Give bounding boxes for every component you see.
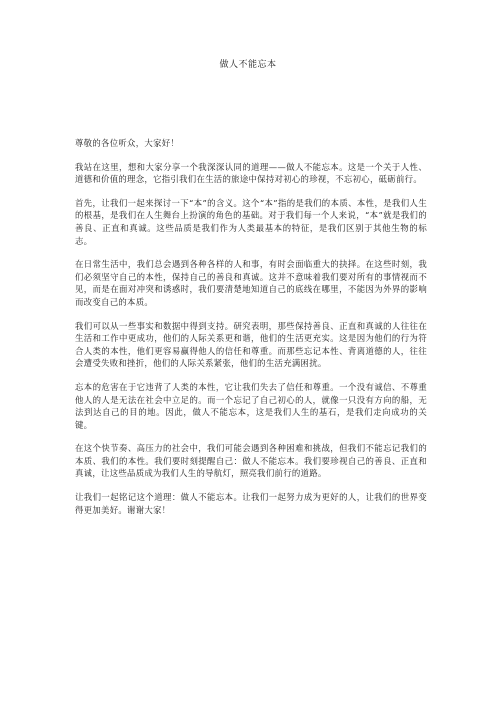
paragraph-society: 在这个快节奏、高压力的社会中，我们可能会遇到各种困难和挑战，但我们不能忘记我们的本质、我们的本性。我们要时刻提醒自己：做人不能忘本。我们要珍视自己的善良、正直和真诚，让这些品质成为我们人生的导航灯，照亮我们前行的道路。: [75, 443, 427, 479]
document-title: 做人不能忘本: [219, 60, 277, 70]
paragraph-greeting: 尊敬的各位听众，大家好！: [75, 138, 180, 148]
paragraph-harm: 忘本的危害在于它违背了人类的本性，它让我们失去了信任和尊重。一个没有诚信、不尊重他人的人是无法在社会中立足的。而一个忘记了自己初心的人，就像一只没有方向的船，无法到达自己的目的地。因此，做人不能忘本，这是我们人生的基石，是我们走向成功的关键。: [75, 381, 427, 430]
paragraph-intro: 我站在这里，想和大家分享一个我深深认同的道理——做人不能忘本。这是一个关于人性、道德和价值的理念，它指引我们在生活的旅途中保持对初心的珍视，不忘初心，砥砺前行。: [75, 161, 427, 185]
paragraph-closing: 让我们一起铭记这个道理：做人不能忘本。让我们一起努力成为更好的人，让我们的世界变得更加美好。谢谢大家！: [75, 492, 427, 515]
document-body: [75, 137, 427, 527]
paragraph-meaning: 首先，让我们一起来探讨一下“本”的含义。这个“本”指的是我们的本质、本性，是我们人生的根基，是我们在人生舞台上扮演的角色的基础。对于我们每一个人来说，“本”就是我们的善良、正直和真诚。这些品质是我们作为人类最基本的特征，是我们区别于其他生物的标志。: [75, 197, 427, 246]
paragraph-evidence: 我们可以从一些事实和数据中得到支持。研究表明，那些保持善良、正直和真诚的人往往在生活和工作中更成功，他们的人际关系更和谐，他们的生活更充实。这是因为他们的行为符合人类的本性，他们更容易赢得他人的信任和尊重。而那些忘记本性、背离道德的人，往往会遭受失败和挫折，他们的人际关系紧张，他们的生活充满困扰。: [75, 320, 427, 369]
paragraph-daily-life: 在日常生活中，我们总会遇到各种各样的人和事，有时会面临重大的抉择。在这些时刻，我们必须坚守自己的本性，保持自己的善良和真诚。这并不意味着我们要对所有的事情视而不见，而是在面对冲突和诱惑时，我们要清楚地知道自己的底线在哪里，不能因为外界的影响而改变自己的本质。: [75, 259, 427, 307]
